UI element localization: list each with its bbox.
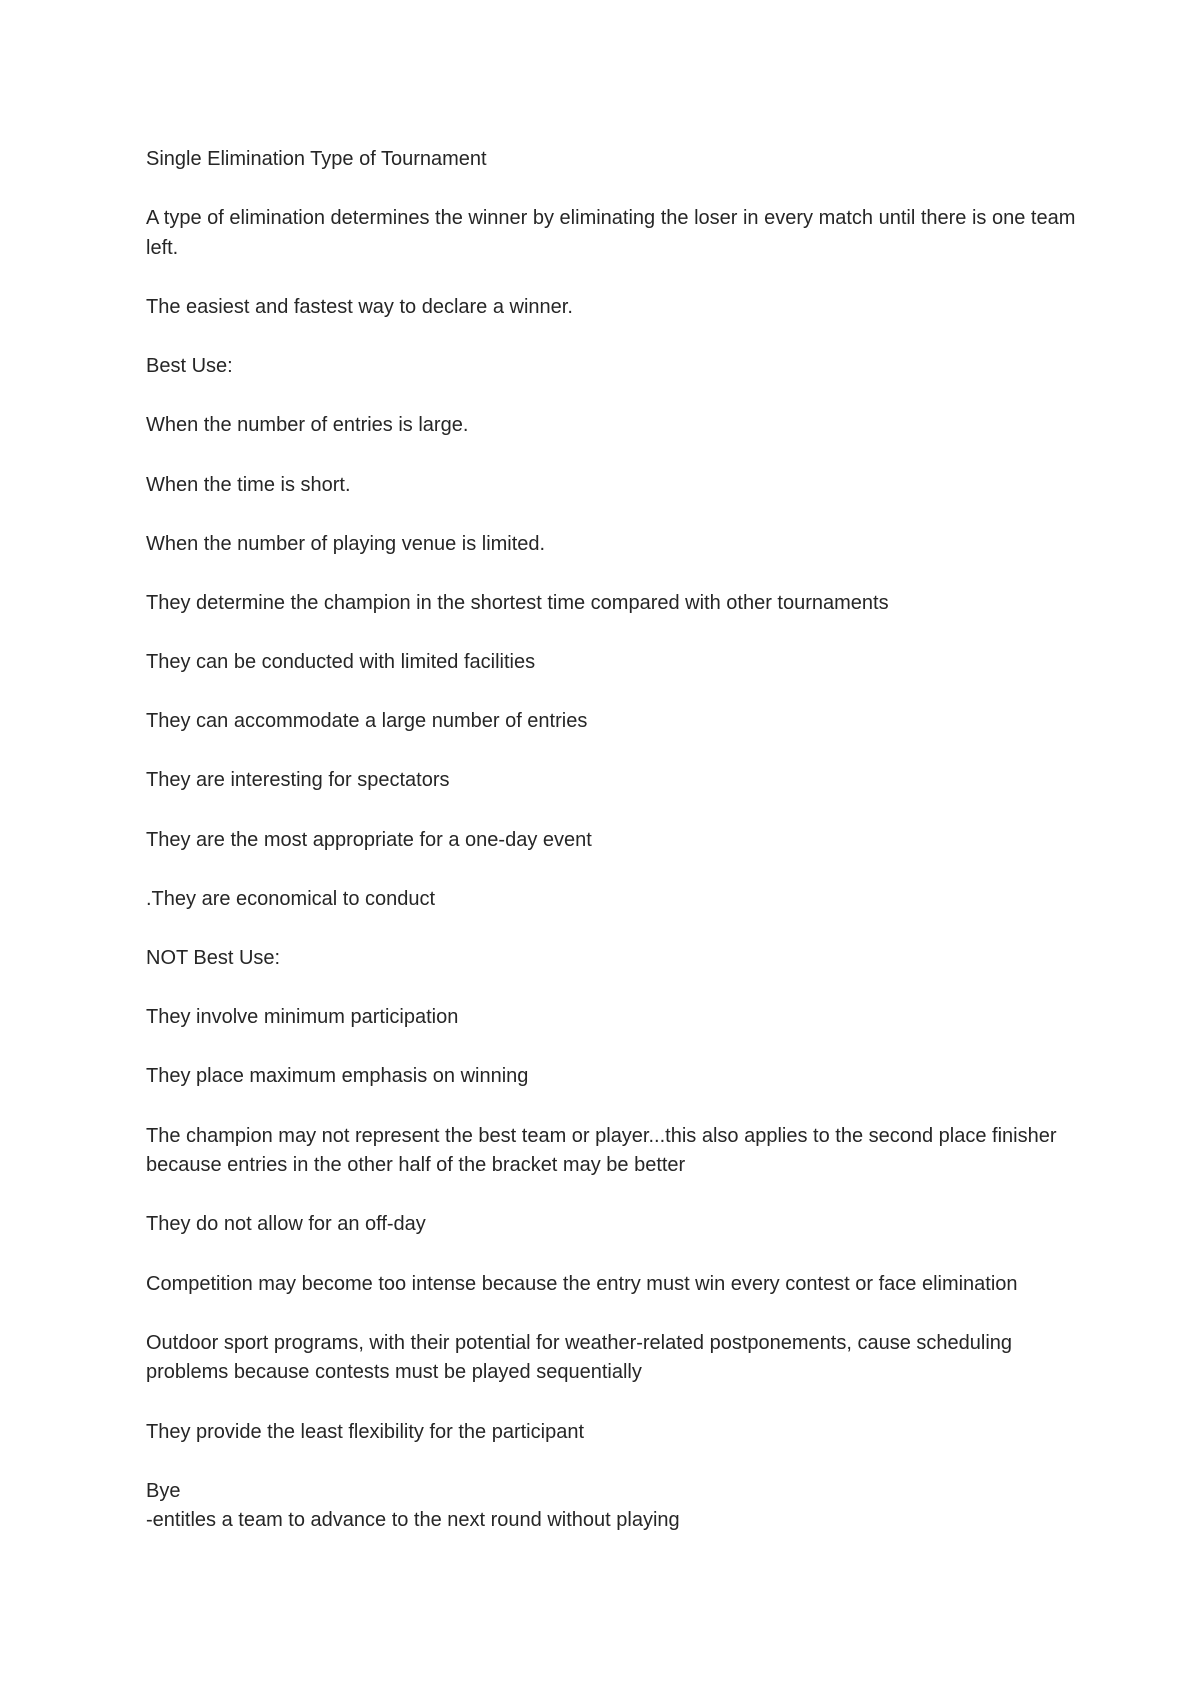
disadvantage-item: The champion may not represent the best team or player...this also applies to the second place finisher because entries in the other half of the bracket may be better (146, 1124, 1057, 1177)
best-use-item: When the number of playing venue is limited. (146, 532, 546, 555)
document-title: Single Elimination Type of Tournament (146, 148, 487, 170)
definition-paragraph: A type of elimination determines the winner by eliminating the loser in every match until there is one team left. (146, 207, 1076, 259)
advantage-item: They can accommodate a large number of entries (146, 710, 588, 733)
disadvantage-item: They place maximum emphasis on winning (146, 1065, 529, 1088)
advantage-item: They determine the champion in the shortest time compared with other tournaments (146, 591, 889, 614)
best-use-item: When the time is short. (146, 473, 351, 496)
disadvantage-item: They provide the least flexibility for the participant (146, 1420, 584, 1443)
bye-definition: -entitles a team to advance to the next round without playing (146, 1509, 680, 1532)
advantage-item: They are interesting for spectators (146, 769, 450, 792)
disadvantage-item: They involve minimum participation (146, 1006, 459, 1029)
not-best-use-heading: NOT Best Use: (146, 947, 281, 970)
advantage-item: They can be conducted with limited facilities (146, 651, 536, 674)
disadvantage-item: Outdoor sport programs, with their potential for weather-related postponements, cause scheduling problems because contests must be played sequentially (146, 1331, 1013, 1384)
bye-term: Bye (146, 1479, 181, 1502)
summary-paragraph: The easiest and fastest way to declare a winner. (146, 295, 573, 318)
disadvantage-item: They do not allow for an off-day (146, 1213, 426, 1236)
advantage-item: .They are economical to conduct (146, 887, 436, 910)
disadvantage-item: Competition may become too intense because the entry must win every contest or face elimination (146, 1272, 1018, 1295)
best-use-item: When the number of entries is large. (146, 414, 469, 437)
best-use-heading: Best Use: (146, 355, 233, 378)
advantage-item: They are the most appropriate for a one-day event (146, 828, 592, 851)
document-page (146, 145, 1086, 1536)
